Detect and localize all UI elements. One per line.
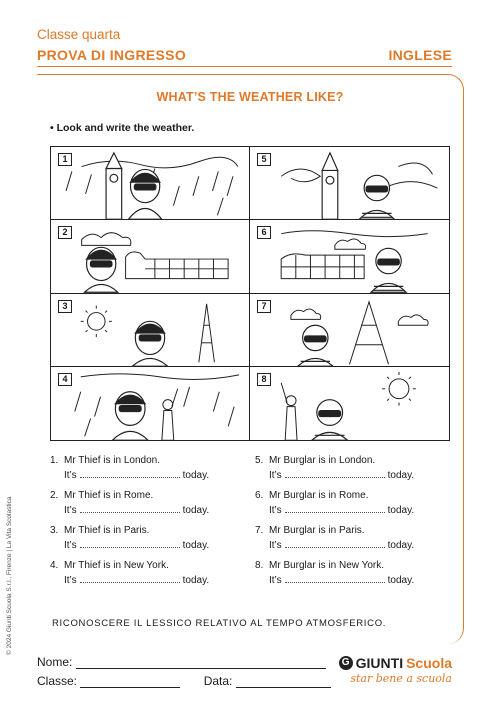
question-8: [255, 560, 415, 586]
answer-blank[interactable]: [285, 582, 385, 583]
answer-suffix: today.: [182, 575, 210, 586]
answer-prefix: It’s: [64, 540, 77, 551]
question-1: [50, 455, 210, 481]
answer-suffix: today.: [387, 575, 415, 586]
answer-suffix: today.: [387, 505, 415, 516]
question-number: 6.: [255, 490, 264, 501]
eiffel-tower-icon: [199, 303, 215, 362]
burglar-icon: [359, 175, 394, 219]
big-ben-icon: [106, 153, 122, 219]
answer-prefix: It’s: [64, 470, 77, 481]
question-sentence: Mr Burglar is in Paris.: [269, 525, 365, 536]
question-number: 3.: [50, 525, 59, 536]
picture-cell-2: [51, 220, 250, 293]
name-label: Nome:: [37, 655, 73, 669]
thief-icon: [85, 248, 118, 293]
question-4: [50, 560, 210, 586]
giunti-logo-icon: G: [339, 656, 353, 670]
logo-brand-suffix: Scuola: [406, 655, 452, 671]
name-field[interactable]: [76, 668, 326, 669]
answer-prefix: It’s: [269, 470, 282, 481]
thief-icon: [129, 169, 162, 219]
answer-suffix: today.: [387, 540, 415, 551]
question-number: 2.: [50, 490, 59, 501]
learning-objective: RICONOSCERE IL LESSICO RELATIVO AL TEMPO ATMOSFERICO.: [52, 618, 387, 629]
burglar-icon: [298, 325, 333, 366]
header-divider: [37, 66, 452, 67]
answer-prefix: It’s: [269, 540, 282, 551]
cloud-icon: [250, 294, 449, 366]
answer-prefix: It’s: [269, 505, 282, 516]
answer-prefix: It’s: [64, 505, 77, 516]
question-number: 5.: [255, 455, 264, 466]
statue-of-liberty-icon: [162, 389, 178, 440]
statue-of-liberty-icon: [281, 383, 297, 440]
question-7: [255, 525, 415, 551]
question-sentence: Mr Burglar is in London.: [269, 455, 376, 466]
question-number: 7.: [255, 525, 264, 536]
logo-tagline: star bene a scuola: [350, 672, 452, 685]
test-title: PROVA DI INGRESSO: [37, 47, 187, 63]
picture-number: 2: [58, 226, 72, 239]
burglar-icon: [312, 399, 348, 440]
answer-prefix: It’s: [64, 575, 77, 586]
wind-icon: [250, 147, 449, 219]
question-sentence: Mr Burglar is in Rome.: [269, 490, 369, 501]
picture-number: 3: [58, 300, 72, 313]
answer-suffix: today.: [182, 505, 210, 516]
subject-label: INGLESE: [388, 47, 452, 63]
question-sentence: Mr Thief is in New York.: [64, 560, 169, 571]
colosseum-icon: [126, 252, 229, 279]
class-field-label: Classe:: [37, 674, 78, 688]
answer-blank[interactable]: [80, 582, 180, 583]
date-field[interactable]: [236, 687, 331, 688]
picture-cell-7: [250, 294, 449, 367]
burglar-icon: [371, 249, 406, 293]
copyright-note: © 2024 Giunti Scuola S.r.l., Firenze | La Vita Scolastica: [6, 496, 13, 655]
colosseum-icon: [281, 254, 364, 279]
answer-suffix: today.: [182, 470, 210, 481]
picture-number: 5: [257, 153, 271, 166]
picture-number: 7: [257, 300, 271, 313]
answer-blank[interactable]: [80, 547, 180, 548]
question-number: 4.: [50, 560, 59, 571]
question-number: 8.: [255, 560, 264, 571]
name-row: [37, 655, 326, 669]
answer-suffix: today.: [387, 470, 415, 481]
publisher-logo: [339, 655, 452, 685]
picture-number: 6: [257, 226, 271, 239]
instruction: • Look and write the weather.: [50, 122, 195, 134]
answer-prefix: It’s: [269, 575, 282, 586]
answer-blank[interactable]: [285, 477, 385, 478]
answer-suffix: today.: [182, 540, 210, 551]
question-sentence: Mr Thief is in Paris.: [64, 525, 150, 536]
question-2: [50, 490, 210, 516]
picture-grid: [50, 146, 450, 441]
sun-icon: [51, 294, 249, 366]
logo-brand: GIUNTI: [355, 655, 404, 671]
eiffel-tower-icon: [350, 301, 389, 363]
class-label: Classe quarta: [37, 27, 121, 42]
cloud-icon: [250, 220, 449, 292]
picture-cell-1: [51, 147, 250, 220]
question-5: [255, 455, 415, 481]
question-number: 1.: [50, 455, 59, 466]
answer-blank[interactable]: [285, 512, 385, 513]
page-heading: WHAT’S THE WEATHER LIKE?: [156, 90, 344, 104]
cloud-icon: [51, 220, 249, 292]
class-date-row: [37, 674, 331, 688]
answer-blank[interactable]: [80, 512, 180, 513]
picture-cell-5: [250, 147, 449, 220]
question-sentence: Mr Burglar is in New York.: [269, 560, 385, 571]
big-ben-icon: [322, 153, 338, 219]
picture-cell-3: [51, 294, 250, 367]
rain-icon: [51, 147, 249, 219]
picture-cell-4: [51, 367, 250, 440]
picture-cell-6: [250, 220, 449, 293]
picture-number: 1: [58, 153, 72, 166]
picture-number: 4: [58, 373, 72, 386]
question-6: [255, 490, 415, 516]
rain-icon: [51, 367, 249, 440]
thief-icon: [132, 321, 167, 366]
class-field[interactable]: [80, 687, 180, 688]
picture-cell-8: [250, 367, 449, 440]
question-sentence: Mr Thief is in Rome.: [64, 490, 154, 501]
question-3: [50, 525, 210, 551]
answer-blank[interactable]: [80, 477, 180, 478]
date-label: Data:: [203, 674, 233, 688]
question-sentence: Mr Thief is in London.: [64, 455, 160, 466]
thief-icon: [112, 391, 148, 440]
sun-icon: [250, 367, 449, 440]
answer-blank[interactable]: [285, 547, 385, 548]
picture-number: 8: [257, 373, 271, 386]
